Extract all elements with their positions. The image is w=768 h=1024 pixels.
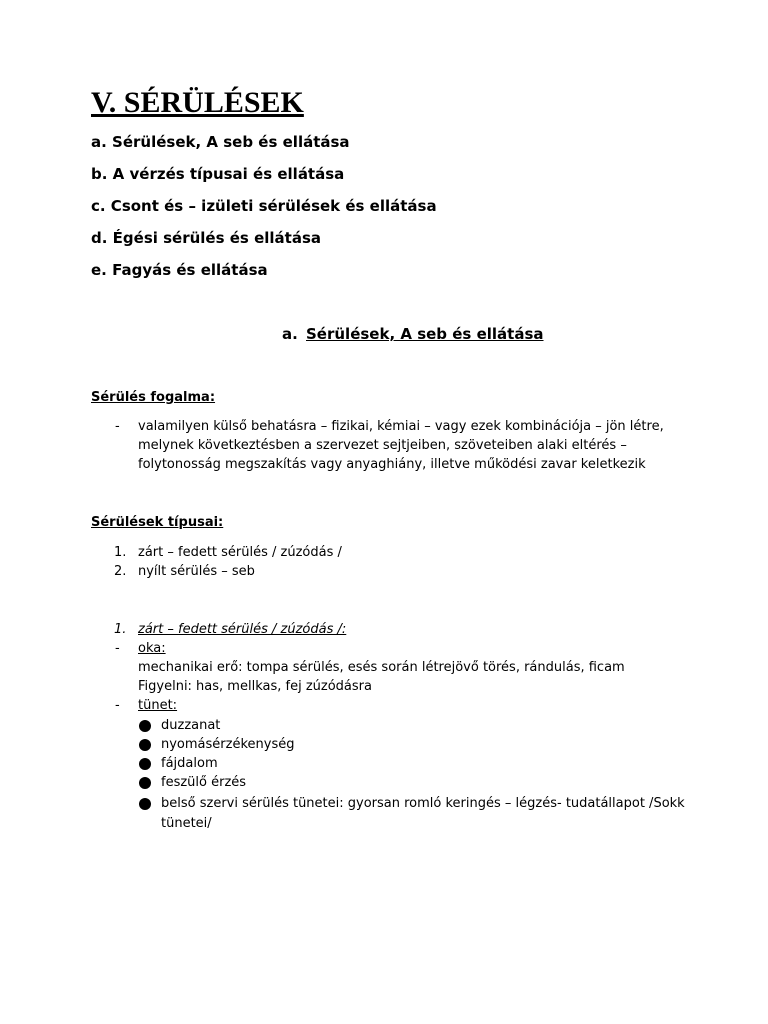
definition-line: folytonosság megszakítás vagy anyaghiány, illetve működési zavar keletkezik	[138, 457, 646, 472]
toc-item-b: b. A vérzés típusai és ellátása	[91, 165, 345, 183]
symptom-continuation: tünetei/	[161, 816, 212, 831]
definition-label: Sérülés fogalma:	[91, 390, 216, 405]
cause-dash: -	[115, 641, 120, 656]
cause-line: mechanikai erő: tompa sérülés, esés során létrejövő törés, rándulás, ficam	[138, 660, 625, 675]
page-title: V. SÉRÜLÉSEK	[91, 86, 304, 119]
bullet-icon	[139, 758, 151, 770]
symptom-dash: -	[115, 698, 120, 713]
bullet-icon	[139, 777, 151, 789]
section-marker: a.	[282, 325, 298, 343]
symptom-item: nyomásérzékenység	[161, 737, 295, 752]
toc-item-c: c. Csont és – izületi sérülések és ellátása	[91, 197, 437, 215]
cause-label: oka:	[138, 641, 166, 656]
toc-item-a: a. Sérülések, A seb és ellátása	[91, 133, 350, 151]
closed-injury-title: zárt – fedett sérülés / zúzódás /:	[138, 622, 347, 637]
symptom-item: fájdalom	[161, 756, 218, 771]
cause-line: Figyelni: has, mellkas, fej zúzódásra	[138, 679, 372, 694]
types-item-number: 2.	[114, 564, 127, 579]
types-item-number: 1.	[114, 545, 127, 560]
bullet-icon	[139, 798, 151, 810]
section-title: Sérülések, A seb és ellátása	[306, 325, 544, 343]
symptom-item: feszülő érzés	[161, 775, 247, 790]
definition-line: melynek következtésben a szervezet sejtjeiben, szöveteiben alaki eltérés –	[138, 438, 627, 453]
symptom-label: tünet:	[138, 698, 178, 713]
types-item-text: nyílt sérülés – seb	[138, 564, 255, 579]
closed-injury-number: 1.	[114, 622, 127, 637]
toc-item-e: e. Fagyás és ellátása	[91, 261, 268, 279]
types-item-text: zárt – fedett sérülés / zúzódás /	[138, 545, 342, 560]
symptom-item: belső szervi sérülés tünetei: gyorsan romló keringés – légzés- tudatállapot /Sokk	[161, 796, 685, 811]
definition-line: valamilyen külső behatásra – fizikai, kémiai – vagy ezek kombinációja – jön létre,	[138, 419, 664, 434]
symptom-item: duzzanat	[161, 718, 221, 733]
toc-item-d: d. Égési sérülés és ellátása	[91, 229, 321, 247]
definition-dash: -	[115, 419, 120, 434]
bullet-icon	[139, 739, 151, 751]
types-label: Sérülések típusai:	[91, 515, 224, 530]
bullet-icon	[139, 720, 151, 732]
